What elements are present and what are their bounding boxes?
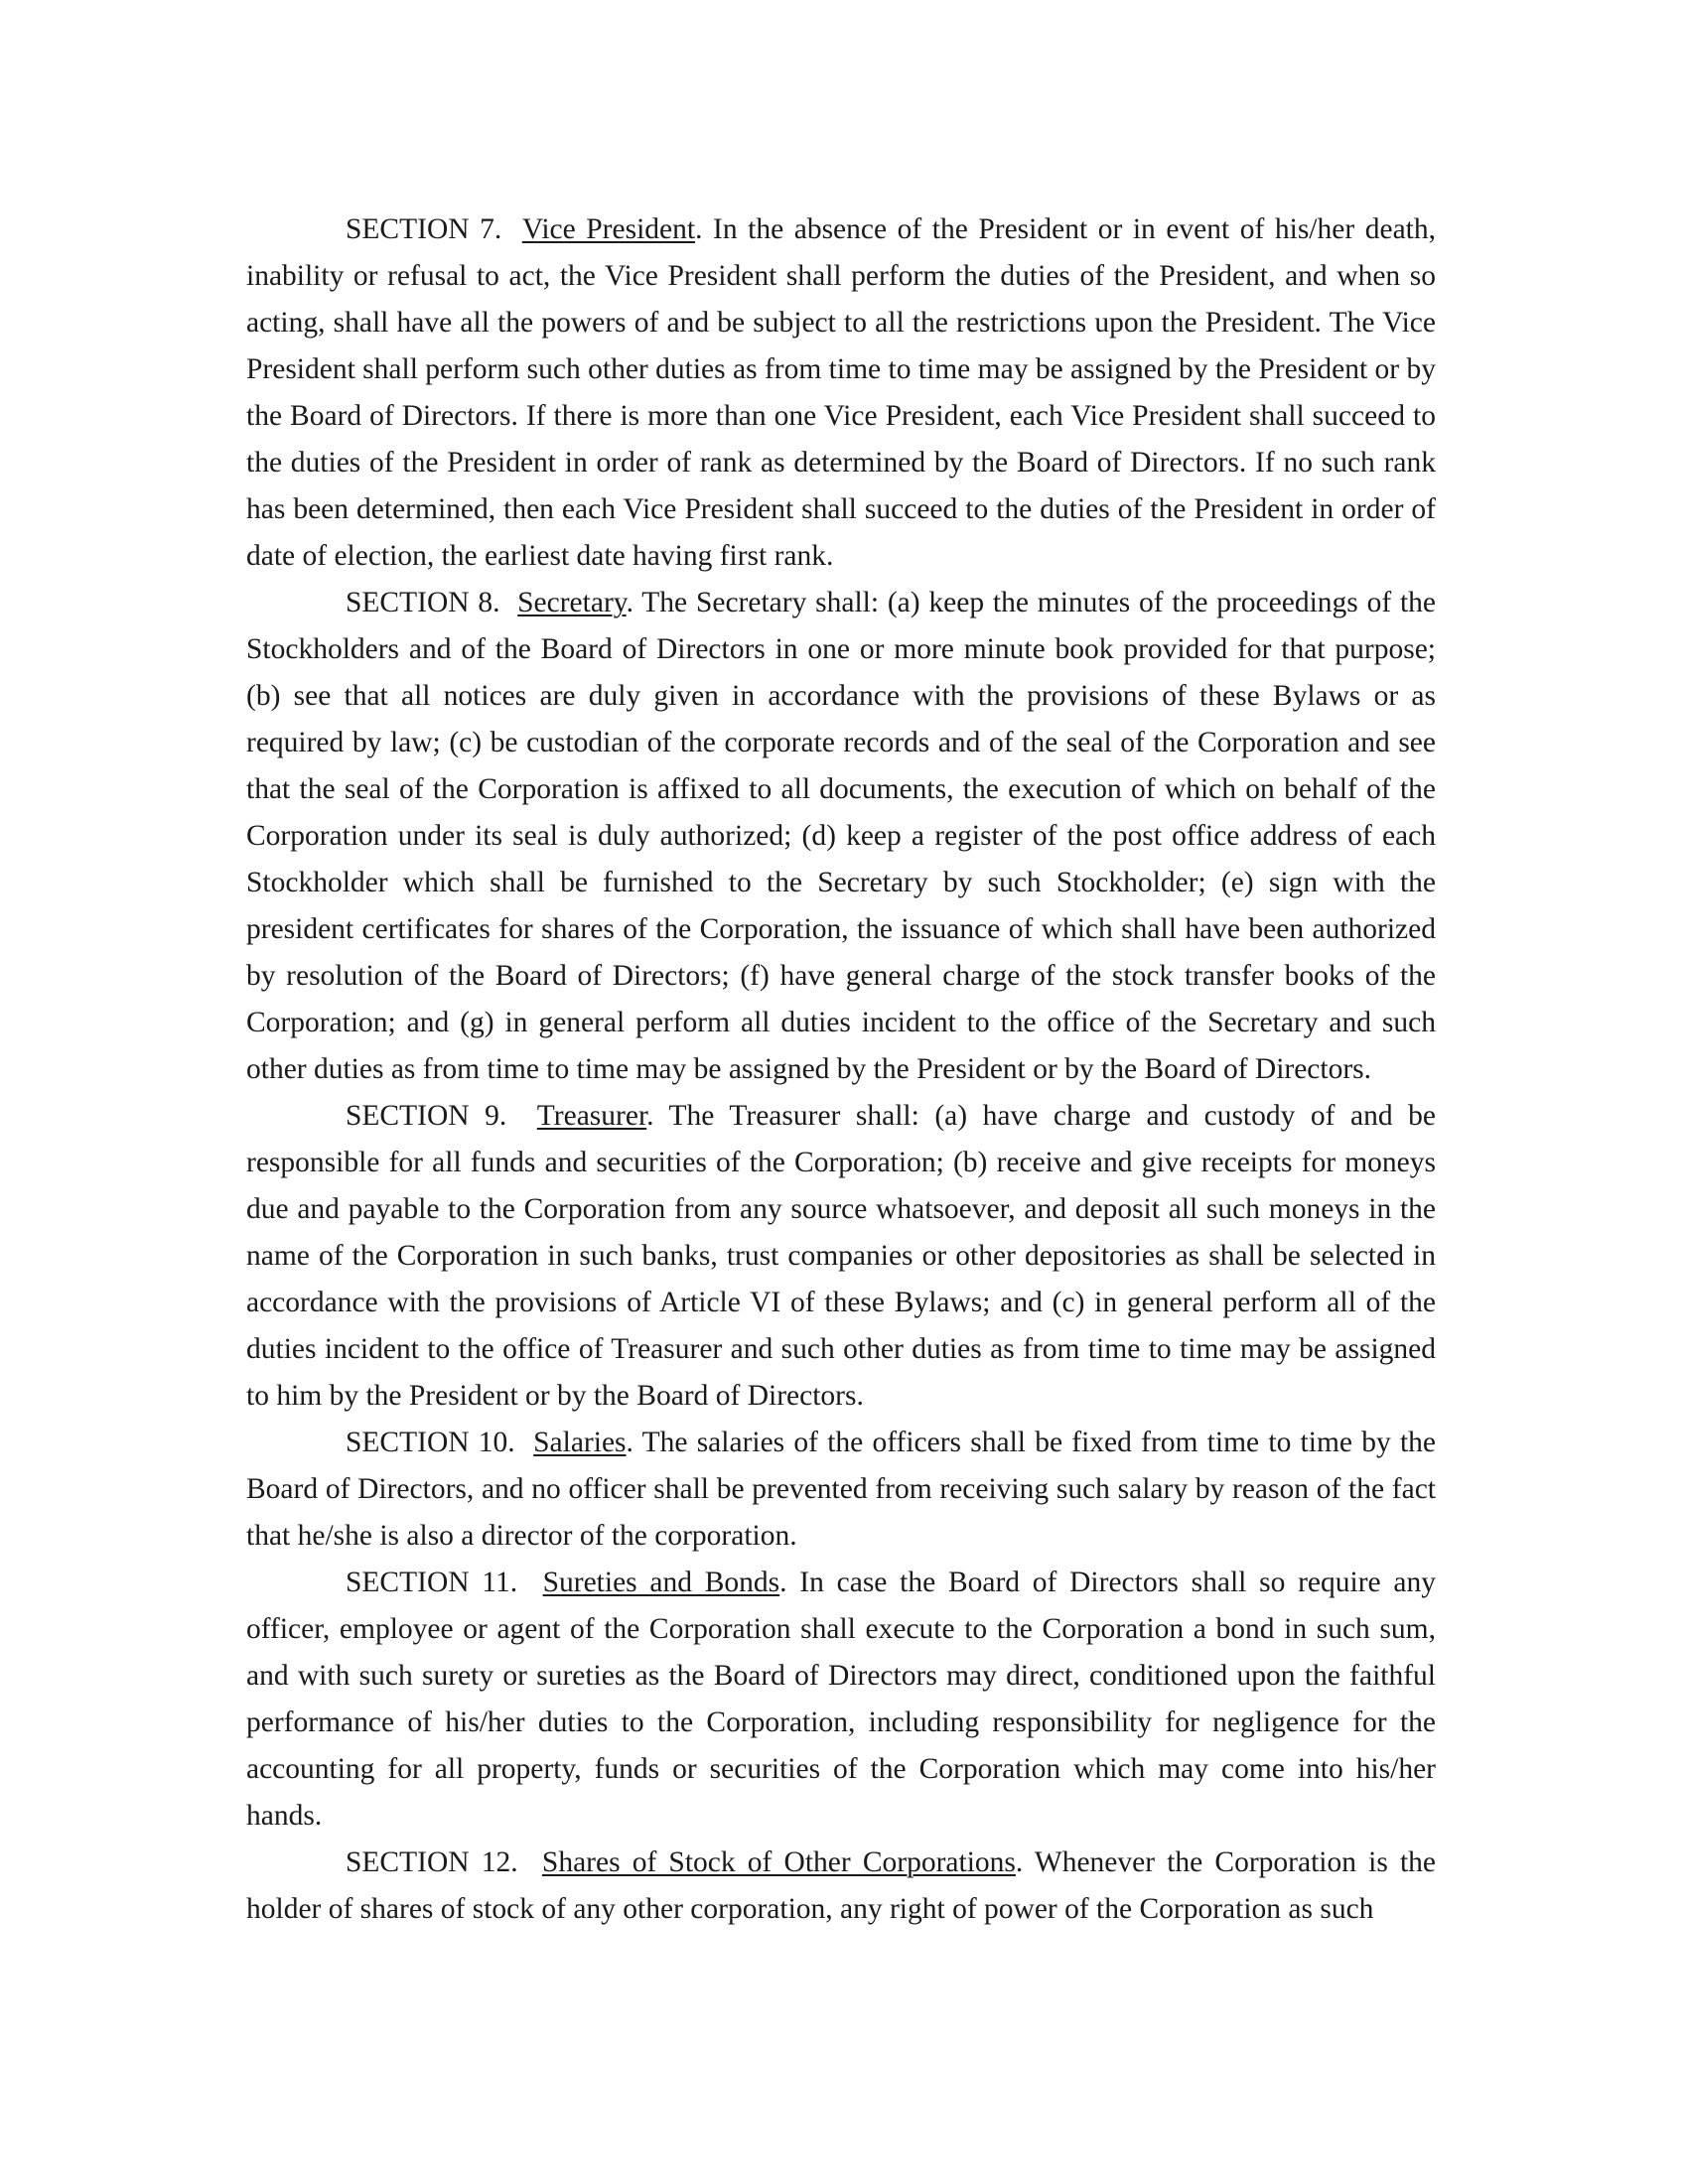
section-label: SECTION 10.	[346, 1427, 515, 1458]
section-9	[246, 1093, 1436, 1420]
section-heading: Treasurer	[536, 1100, 647, 1132]
section-heading: Secretary	[517, 587, 627, 618]
section-body: . The Treasurer shall: (a) have charge and custody of and be responsible for all funds and securities of the Corporation; (b) receive and give receipts for moneys due and payable to the Corporation from any source whatsoever, and deposit all such moneys in the name of the Corporation in such banks, trust companies or other depositories as shall be selected in accordance with the provisions of Article VI of these Bylaws; and (c) in general perform all of the duties incident to the office of Treasurer and such other duties as from time to time may be assigned to him by the President or by the Board of Directors.	[246, 1100, 1437, 1412]
document-page	[246, 206, 1436, 1933]
section-label: SECTION 7.	[346, 213, 502, 245]
section-label: SECTION 11.	[346, 1567, 518, 1598]
section-heading: Vice President	[521, 213, 696, 245]
section-8	[246, 580, 1436, 1093]
section-label: SECTION 12.	[346, 1846, 518, 1878]
section-12	[246, 1840, 1436, 1933]
section-heading: Shares of Stock of Other Corporations	[541, 1846, 1016, 1878]
section-7	[246, 206, 1436, 580]
section-heading: Sureties and Bonds	[542, 1567, 780, 1598]
section-label: SECTION 9.	[346, 1100, 507, 1132]
section-body: . In the absence of the President or in event of his/her death, inability or refusal to act, the Vice President shall perform the duties of the President, and when so acting, shall have all the powers of and be subject to all the restrictions upon the President. The Vice President shall perform such other duties as from time to time may be assigned by the President or by the Board of Directors. If there is more than one Vice President, each Vice President shall succeed to the duties of the President in order of rank as determined by the Board of Directors. If no such rank has been determined, then each Vice President shall succeed to the duties of the President in order of date of election, the earliest date having first rank.	[246, 213, 1436, 572]
section-body: . The Secretary shall: (a) keep the minutes of the proceedings of the Stockholders and of the Board of Directors in one or more minute book provided for that purpose; (b) see that all notices are duly given in accordance with the provisions of these Bylaws or as required by law; (c) be custodian of the corporate records and of the seal of the Corporation and see that the seal of the Corporation is affixed to all documents, the execution of which on behalf of the Corporation under its seal is duly authorized; (d) keep a register of the post office address of each Stockholder which shall be furnished to the Secretary by such Stockholder; (e) sign with the president certificates for shares of the Corporation, the issuance of which shall have been authorized by resolution of the Board of Directors; (f) have general charge of the stock transfer books of the Corporation; and (g) in general perform all duties incident to the office of the Secretary and such other duties as from time to time may be assigned by the President or by the Board of Directors.	[246, 587, 1436, 1085]
section-label: SECTION 8.	[346, 587, 500, 618]
section-heading: Salaries	[533, 1427, 627, 1458]
section-body: . The salaries of the officers shall be fixed from time to time by the Board of Directors, and no officer shall be prevented from receiving such salary by reason of the fact that he/she is also a director of the corporation.	[246, 1427, 1436, 1552]
section-body: . In case the Board of Directors shall so require any officer, employee or agent of the Corporation shall execute to the Corporation a bond in such sum, and with such surety or sureties as the Board of Directors may direct, conditioned upon the faithful performance of his/her duties to the Corporation, including responsibility for negligence for the accounting for all property, funds or securities of the Corporation which may come into his/her hands.	[246, 1567, 1436, 1832]
section-body: . Whenever the Corporation is the holder of shares of stock of any other corporation, any right of power of the Corporation as such	[246, 1846, 1436, 1925]
section-11	[246, 1560, 1436, 1840]
section-10	[246, 1420, 1436, 1560]
